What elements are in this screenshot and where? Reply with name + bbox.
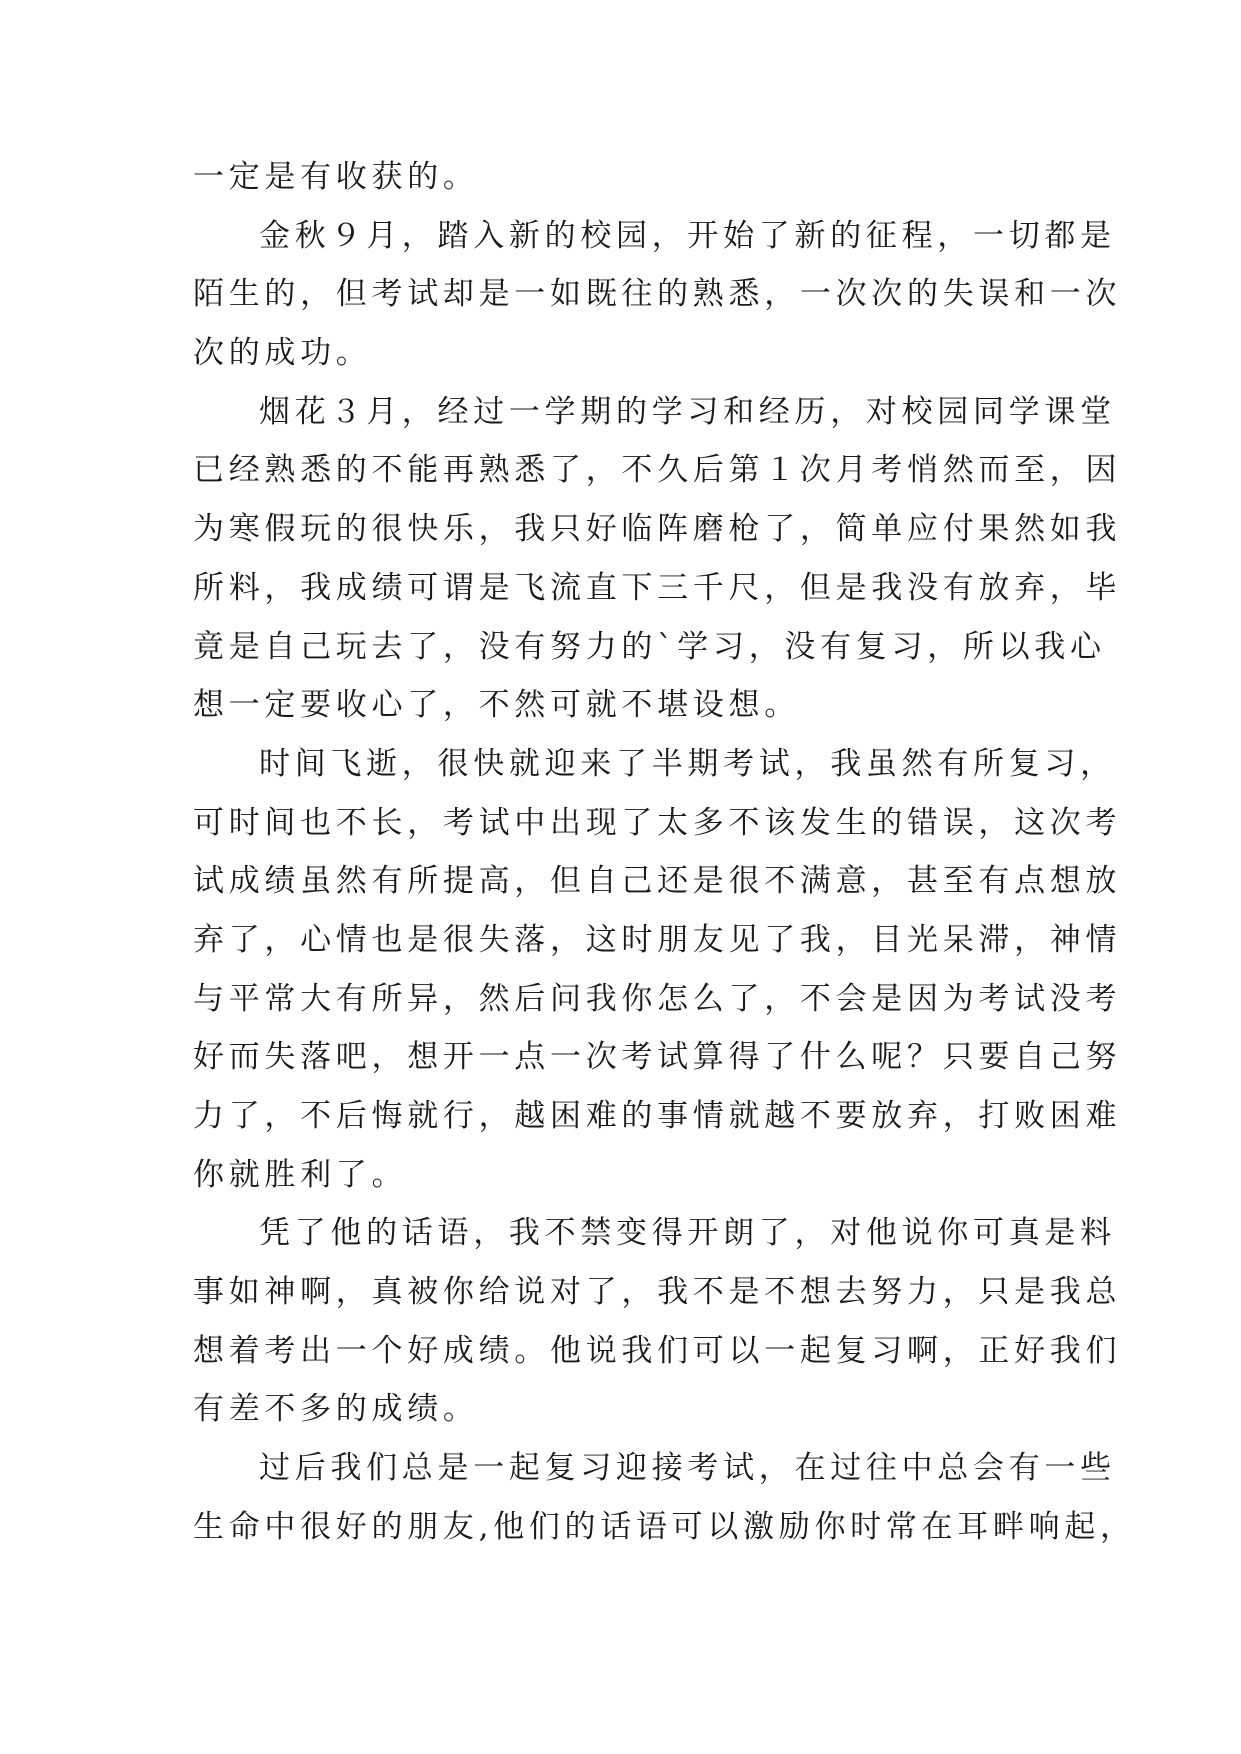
text-line: 力了，不后悔就行，越困难的事情就越不要放弃，打败困难: [193, 1098, 1122, 1134]
text-line: 为寒假玩的很快乐，我只好临阵磨枪了，简单应付果然如我: [193, 511, 1122, 548]
text-line: 好而失落吧，想开一点一次考试算得了什么呢？只要自己努: [193, 1039, 1122, 1076]
text-line: 生命中很好的朋友,他们的话语可以激励你时常在耳畔响起，: [193, 1508, 1136, 1545]
text-line: 一定是有收获的。: [193, 159, 479, 195]
text-line: 你就胜利了。: [193, 1156, 408, 1193]
paragraph: [193, 383, 1122, 735]
text-line: 事如神啊，真被你给说对了，我不是不想去努力，只是我总: [193, 1274, 1122, 1311]
text-line: 可时间也不长，考试中出现了太多不该发生的错误，这次考: [193, 804, 1122, 841]
text-line: 想着考出一个好成绩。他说我们可以一起复习啊，正好我们: [193, 1332, 1122, 1369]
text-line: 时间飞逝，很快就迎来了半期考试，我虽然有所复习，: [259, 745, 1116, 782]
text-line: 过后我们总是一起复习迎接考试，在过往中总会有一些: [259, 1450, 1116, 1487]
paragraph: [193, 1204, 1122, 1439]
text-line: 已经熟悉的不能再熟悉了，不久后第１次月考悄然而至，因: [193, 452, 1122, 489]
text-line: 次的成功。: [193, 335, 372, 372]
text-line: 想一定要收心了，不然可就不堪设想。: [193, 687, 800, 724]
paragraph: [193, 207, 1122, 383]
text-line: 金秋９月，踏入新的校园，开始了新的征程，一切都是: [259, 217, 1116, 254]
text-line: 试成绩虽然有所提高，但自己还是很不满意，甚至有点想放: [193, 863, 1122, 900]
text-line: 弃了，心情也是很失落，这时朋友见了我，目光呆滞，神情: [193, 921, 1122, 958]
document-body: [193, 148, 1136, 1557]
text-line: 所料，我成绩可谓是飞流直下三千尺，但是我没有放弃，毕: [193, 569, 1122, 606]
paragraph: [193, 148, 1053, 207]
text-line: 陌生的，但考试却是一如既往的熟悉，一次次的失误和一次: [193, 276, 1122, 313]
text-line: 烟花３月，经过一学期的学习和经历，对校园同学课堂: [259, 393, 1116, 430]
text-line: 与平常大有所异，然后问我你怎么了，不会是因为考试没考: [193, 980, 1122, 1017]
paragraph: [193, 735, 1122, 1205]
paragraph: [193, 1439, 1136, 1556]
text-line: 有差不多的成绩。: [193, 1391, 479, 1428]
text-line: 凭了他的话语，我不禁变得开朗了，对他说你可真是料: [259, 1215, 1116, 1252]
text-line: 竟是自己玩去了，没有努力的`学习，没有复习，所以我心: [193, 628, 1106, 665]
